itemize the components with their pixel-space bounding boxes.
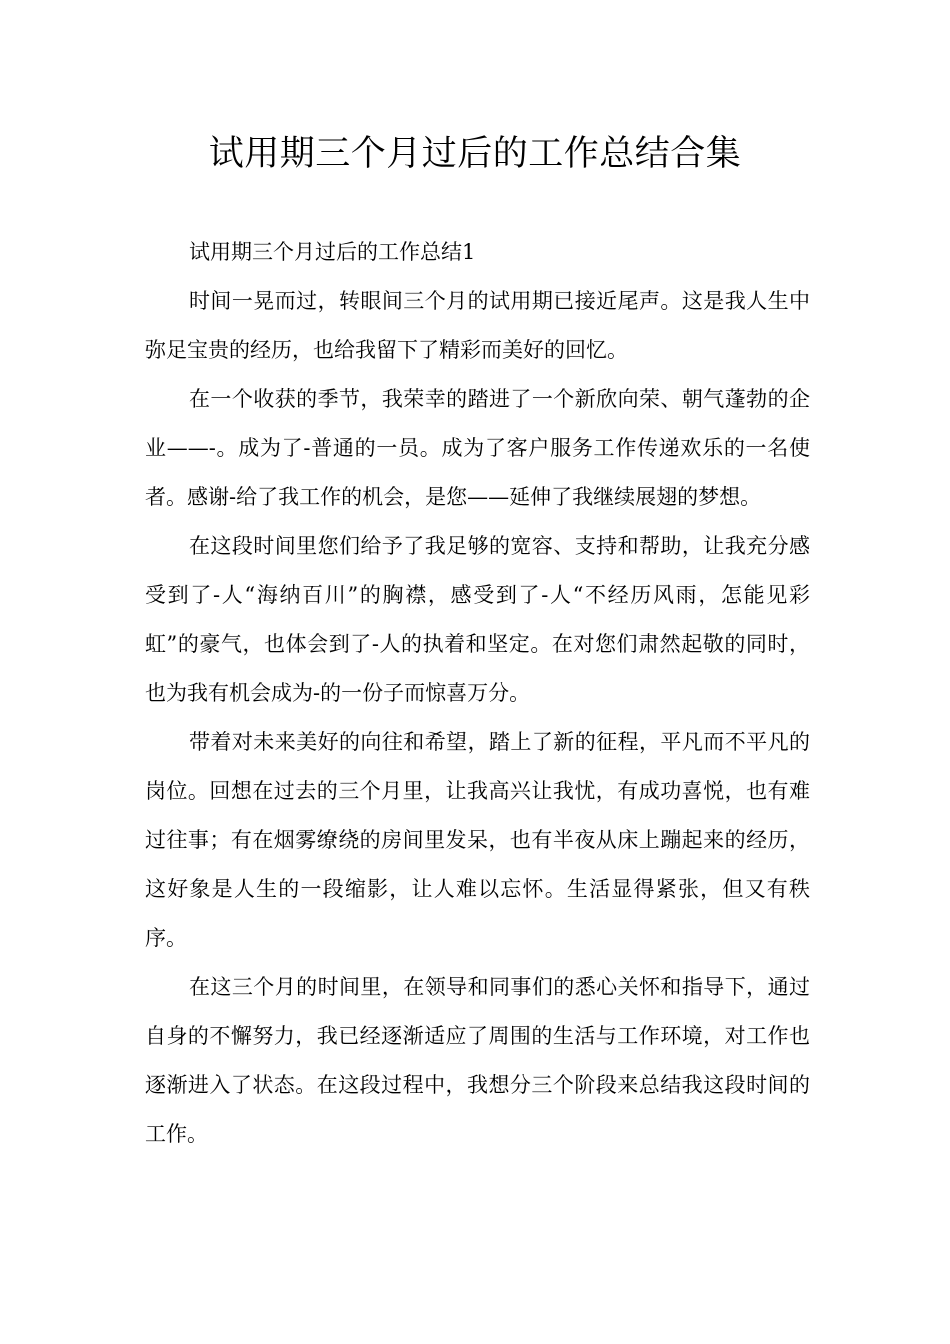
section-heading: 试用期三个月过后的工作总结1 [189,240,476,264]
paragraph-5: 在这三个月的时间里，在领导和同事们的悉心关怀和指导下，通过自身的不懈努力，我已经逐渐适应了周围的生活与工作环境，对工作也逐渐进入了状态。在这段过程中，我想分三个阶段来总结我这段时间的工作。 [145,975,810,1146]
paragraph-1: 时间一晃而过，转眼间三个月的试用期已接近尾声。这是我人生中弥足宝贵的经历，也给我留下了精彩而美好的回忆。 [145,289,810,362]
paragraph-4: 带着对未来美好的向往和希望，踏上了新的征程，平凡而不平凡的岗位。回想在过去的三个月里，让我高兴让我忧，有成功喜悦，也有难过往事；有在烟雾缭绕的房间里发呆，也有半夜从床上蹦起来的经历，这好象是人生的一段缩影，让人难以忘怀。生活显得紧张，但又有秩序。 [145,730,810,950]
paragraph-2: 在一个收获的季节，我荣幸的踏进了一个新欣向荣、朝气蓬勃的企业——-。成为了-普通的一员。成为了客户服务工作传递欢乐的一名使者。感谢-给了我工作的机会，是您——延伸了我继续展翅的梦想。 [145,387,810,509]
paragraph-3: 在这段时间里您们给予了我足够的宽容、支持和帮助，让我充分感受到了-人“海纳百川”的胸襟，感受到了-人“不经历风雨，怎能见彩虹”的豪气，也体会到了-人的执着和坚定。在对您们肃然起敬的同时，也为我有机会成为-的一份子而惊喜万分。 [145,534,810,705]
document-body [145,228,810,1159]
document-title: 试用期三个月过后的工作总结合集 [208,134,742,174]
